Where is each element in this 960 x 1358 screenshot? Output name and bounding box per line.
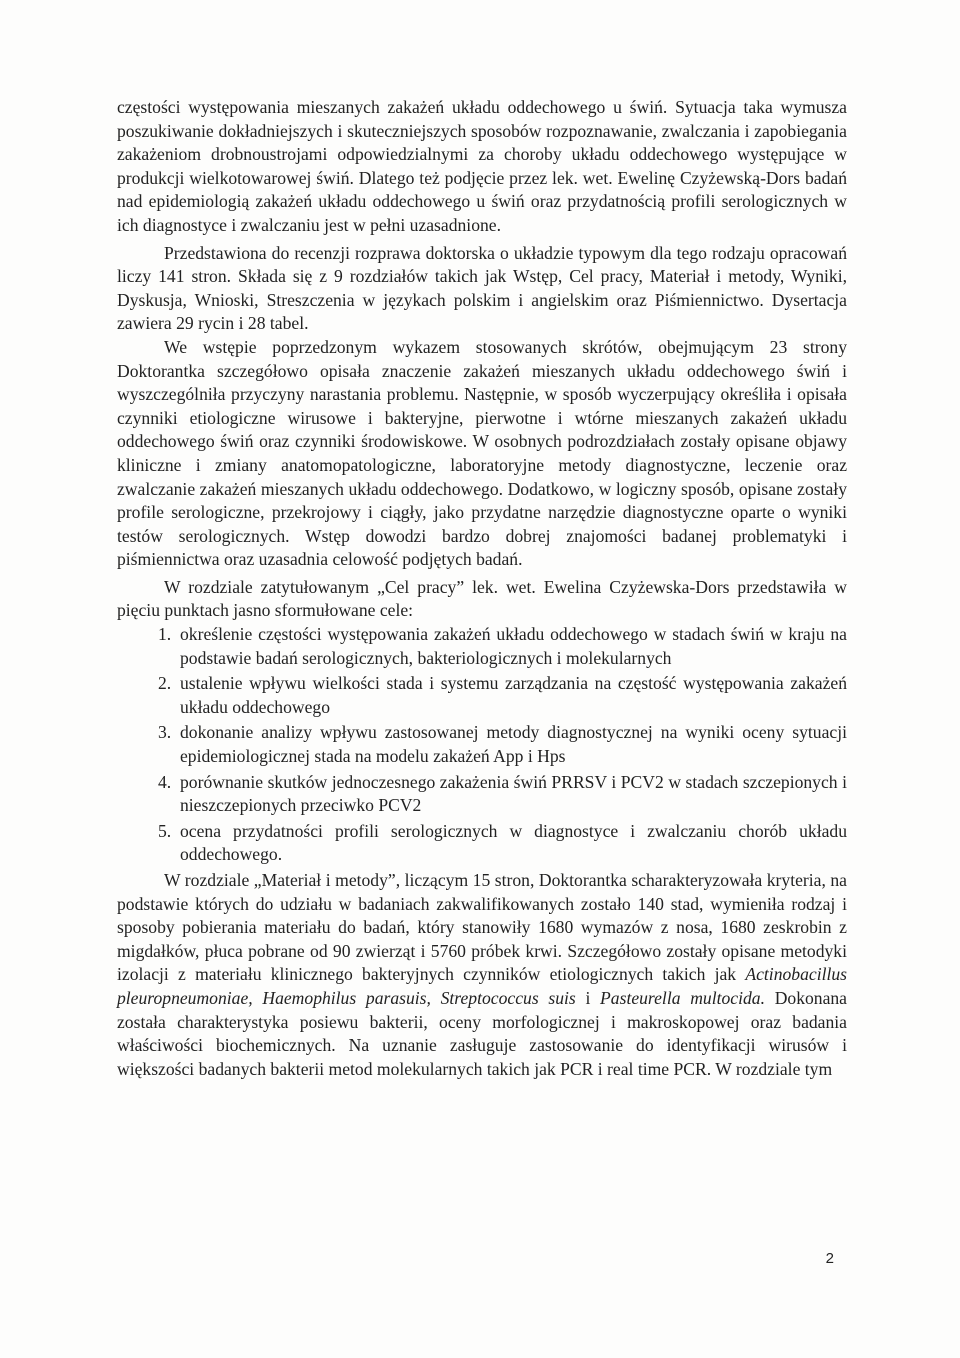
list-item-number: 1. (158, 624, 172, 645)
list-item-text: ocena przydatności profili serologicznych w diagnostyce i zwalczaniu chorób układu oddechowego. (180, 820, 847, 865)
paragraph-intro: częstości występowania mieszanych zakażeń układu oddechowego u świń. Sytuacja taka wymusza poszukiwanie dokładniejszych i skuteczniejszych sposobów rozpoznawanie, zwalczania i zapobiegania zakażeniom drobnoustrojami odpowiedzialnymi za choroby układu oddechowego występujące w produkcji wielkotowarowej świń. Dlatego też podjęcie przez lek. wet. Ewelinę Czyżewską-Dors badań nad epidemiologią zakażeń układu oddechowego u świń oraz przydatnością profili serologicznych w ich diagnostyce i zwalczaniu jest w pełni uzasadnione. (117, 97, 847, 235)
list-item (158, 771, 847, 818)
species-names: Actinobacillus pleuropneumoniae, Haemophilus parasuis, Streptococcus suis (117, 964, 847, 1008)
list-item-text: dokonanie analizy wpływu zastosowanej metody diagnostycznej na wyniki oceny sytuacji epidemiologicznej stada na modelu zakażeń App i Hps (180, 722, 847, 767)
document-body (117, 96, 847, 1081)
paragraph-structure: Przedstawiona do recenzji rozprawa doktorska o układzie typowym dla tego rodzaju opracowań liczy 141 stron. Składa się z 9 rozdziałów takich jak Wstęp, Cel pracy, Materiał i metody, Wyniki, Dyskusja, Wnioski, Streszczenia w językach polskim i angielskim oraz Piśmiennictwo. Dysertacja zawiera 29 rycin i 28 tabel. (117, 242, 847, 334)
list-item-number: 2. (158, 673, 172, 694)
species-name: Pasteurella multocida. (600, 987, 765, 1008)
list-item-text: ustalenie wpływu wielkości stada i systemu zarządzania na częstość występowania zakażeń układu oddechowego (180, 673, 847, 717)
text-run: Dokonana została charakterystyka posiewu bakterii, oceny morfologicznej i makroskopowej oraz badania właściwości biochemicznych. Na uznanie zasługuje zastosowanie do identyfikacji wirusów i większości badanych bakterii metod molekularnych takich jak PCR i real time PCR. W rozdziale tym (117, 987, 847, 1079)
list-item (158, 721, 847, 768)
page-number: 2 (825, 1250, 834, 1267)
list-item-number: 5. (158, 820, 172, 841)
list-item-number: 4. (158, 771, 172, 792)
list-item-number: 3. (158, 722, 172, 743)
list-item (158, 623, 847, 670)
aims-list (117, 623, 847, 867)
text-run: W rozdziale „Materiał i metody”, liczącym 15 stron, Doktorantka scharakteryzowała kryteria, na podstawie których do udziału w badaniach zakwalifikowanych zostało 140 stad, wymieniła rodzaj i sposoby pobierania materiału do badań, który stanowiły 1680 wymazów z nosa, 1680 zeskrobin z migdałków, płuca pobrane od 90 zwierząt i 5760 próbek krwi. Szczegółowo zostały opisane metodyki izolacji z materiału klinicznego bakteryjnych czynników etiologicznych takich jak (117, 870, 847, 985)
paragraph-aims-intro: W rozdziale zatytułowanym „Cel pracy” lek. wet. Ewelina Czyżewska-Dors przedstawiła w pięciu punktach jasno sformułowane cele: (117, 576, 847, 621)
list-item (158, 820, 847, 867)
paragraph-introduction-review: We wstępie poprzedzonym wykazem stosowanych skrótów, obejmującym 23 strony Doktorantka szczegółowo opisała znaczenie zakażeń mieszanych układu oddechowego świń i wyszczególniła przyczyny narastania problemu. Następnie, w sposób wyczerpujący określiła i opisała czynniki etiologiczne wirusowe i bakteryjne, pierwotne i wtórne mieszanych zakażeń układu oddechowego świń oraz czynniki środowiskowe. W osobnych podrozdziałach zostały opisane objawy kliniczne i zmiany anatomopatologiczne, laboratoryjne metody diagnostyczne, leczenie oraz zwalczanie zakażeń mieszanych układu oddechowego. Dodatkowo, w logiczny sposób, opisane zostały profile serologiczne, przekrojowy i ciągły, jako przydatne narzędzie diagnostyczne oparte o wyniki testów serologicznych. Wstęp dowodzi bardzo dobrej znajomości badanej problematyki i piśmiennictwa oraz uzasadnia celowość podjętych badań. (117, 336, 847, 570)
list-item-text: porównanie skutków jednoczesnego zakażenia świń PRRSV i PCV2 w stadach szczepionych i nieszczepionych przeciwko PCV2 (180, 771, 847, 816)
paragraph-materials-methods (117, 869, 847, 1081)
list-item (158, 672, 847, 719)
list-item-text: określenie częstości występowania zakażeń układu oddechowego w stadach świń w kraju na podstawie badań serologicznych, bakteriologicznych i molekularnych (180, 624, 847, 668)
text-run: i (575, 987, 601, 1008)
